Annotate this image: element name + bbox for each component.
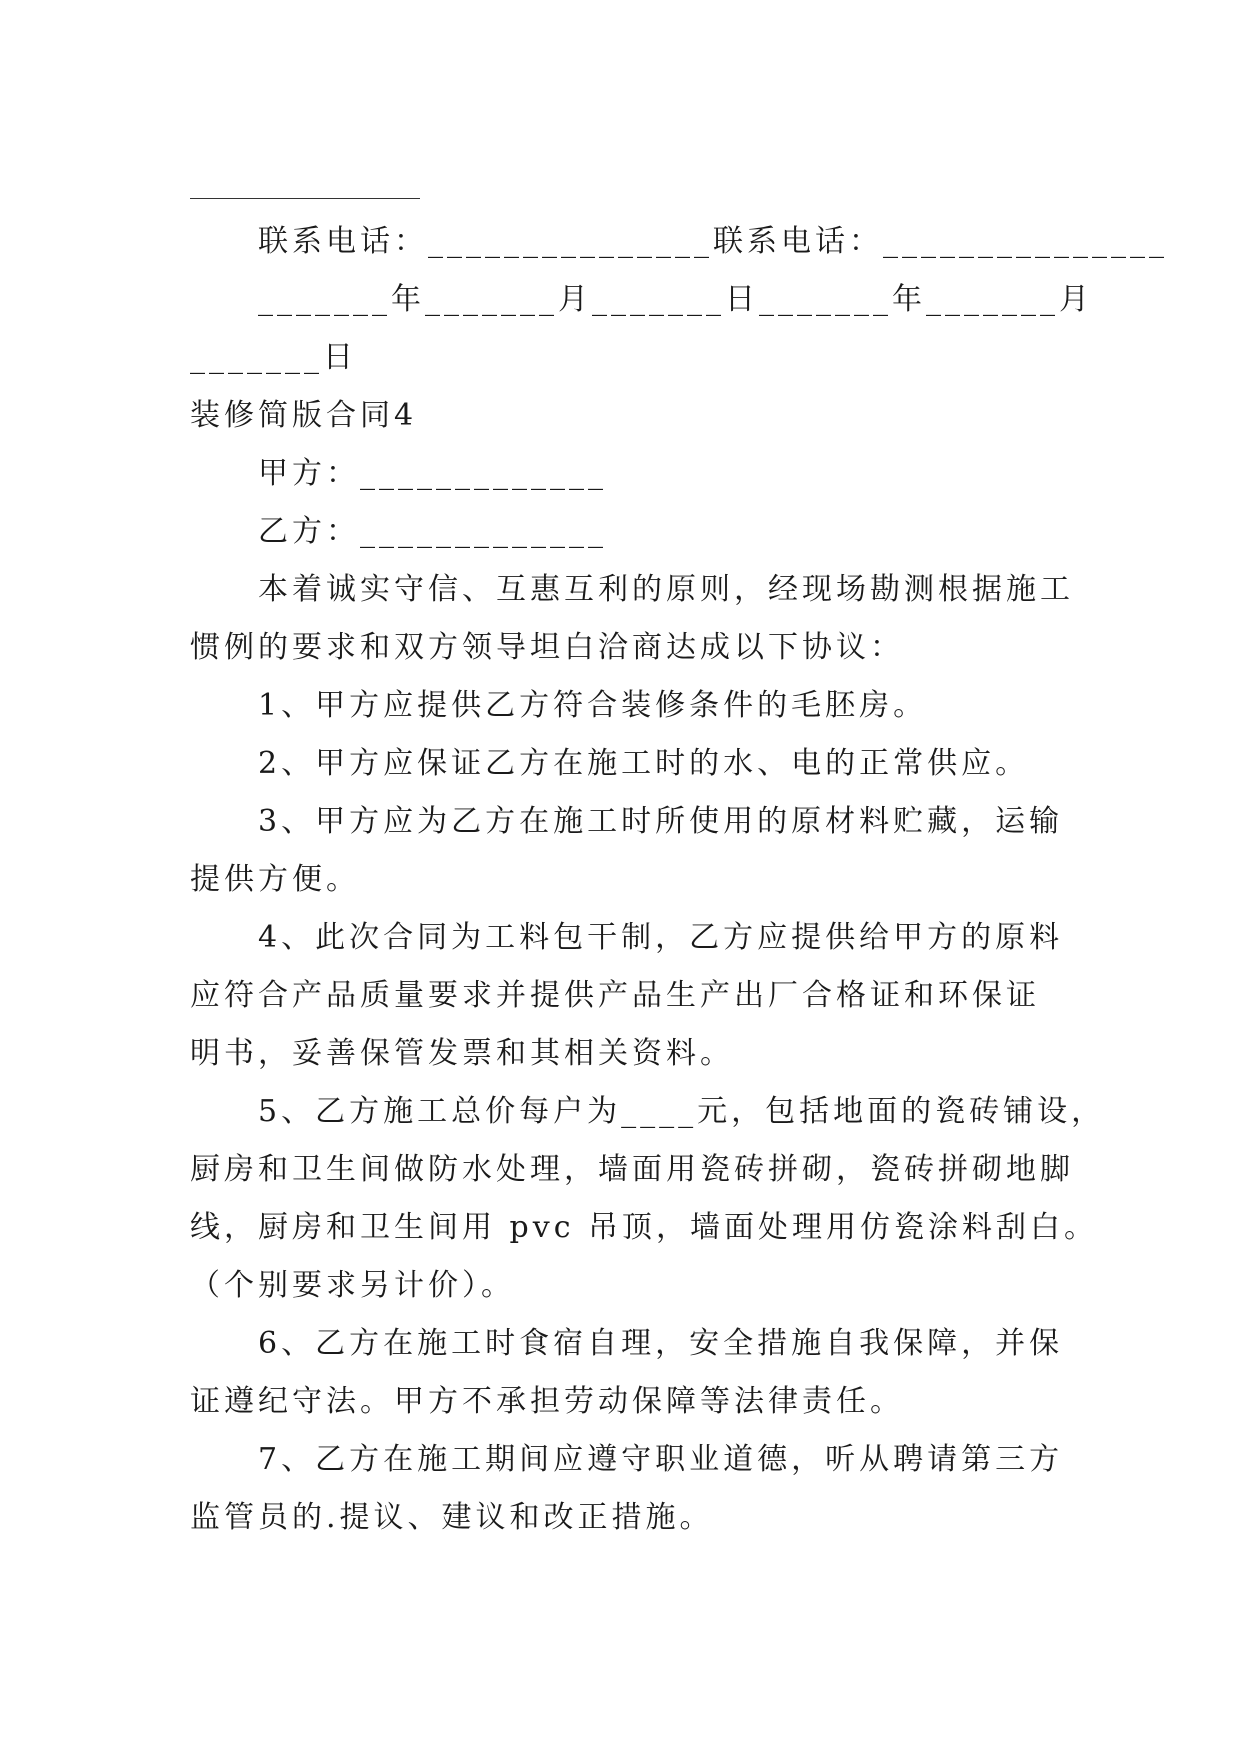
clause-6-line-2: 证遵纪守法。甲方不承担劳动保障等法律责任。 bbox=[190, 1384, 904, 1419]
clause-6-line-1: 6、乙方在施工时食宿自理，安全措施自我保障，并保 bbox=[258, 1326, 1064, 1361]
intro-paragraph-line-2: 惯例的要求和双方领导坦白洽商达成以下协议： bbox=[190, 630, 904, 665]
clause-4-line-2: 应符合产品质量要求并提供产品生产出厂合格证和环保证 bbox=[190, 978, 1040, 1013]
clause-3-line-1: 3、甲方应为乙方在施工时所使用的原材料贮藏，运输 bbox=[258, 804, 1064, 839]
party-a-line: 甲方：_____________ bbox=[258, 456, 607, 491]
clause-7-line-2: 监管员的.提议、建议和改正措施。 bbox=[190, 1500, 714, 1535]
clause-3-line-2: 提供方便。 bbox=[190, 862, 360, 897]
clause-7-line-1: 7、乙方在施工期间应遵守职业道德，听从聘请第三方 bbox=[258, 1442, 1064, 1477]
signature-blank-line bbox=[190, 198, 420, 199]
party-b-line: 乙方：_____________ bbox=[258, 514, 607, 549]
clause-1: 1、甲方应提供乙方符合装修条件的毛胚房。 bbox=[258, 688, 928, 723]
contract-title: 装修简版合同4 bbox=[190, 398, 418, 433]
intro-paragraph-line-1: 本着诚实守信、互惠互利的原则，经现场勘测根据施工 bbox=[258, 572, 1074, 607]
clause-5-line-3: 线，厨房和卫生间用 pvc 吊顶，墙面处理用仿瓷涂料刮白。 bbox=[190, 1210, 1099, 1245]
date-line-continued: _______日 bbox=[190, 340, 357, 375]
clause-5-line-1: 5、乙方施工总价每户为____元，包括地面的瓷砖铺设， bbox=[258, 1094, 1106, 1129]
clause-5-line-4: （个别要求另计价）。 bbox=[190, 1268, 515, 1303]
clause-2: 2、甲方应保证乙方在施工时的水、电的正常供应。 bbox=[258, 746, 1030, 781]
clause-5-line-2: 厨房和卫生间做防水处理，墙面用瓷砖拼砌，瓷砖拼砌地脚 bbox=[190, 1152, 1074, 1187]
clause-4-line-1: 4、此次合同为工料包干制，乙方应提供给甲方的原料 bbox=[258, 920, 1064, 955]
contact-phone-line: 联系电话：_______________联系电话：_______________ bbox=[258, 224, 1168, 259]
clause-4-line-3: 明书，妥善保管发票和其相关资料。 bbox=[190, 1036, 734, 1071]
date-line: _______年_______月_______日_______年_______月 bbox=[258, 282, 1093, 317]
